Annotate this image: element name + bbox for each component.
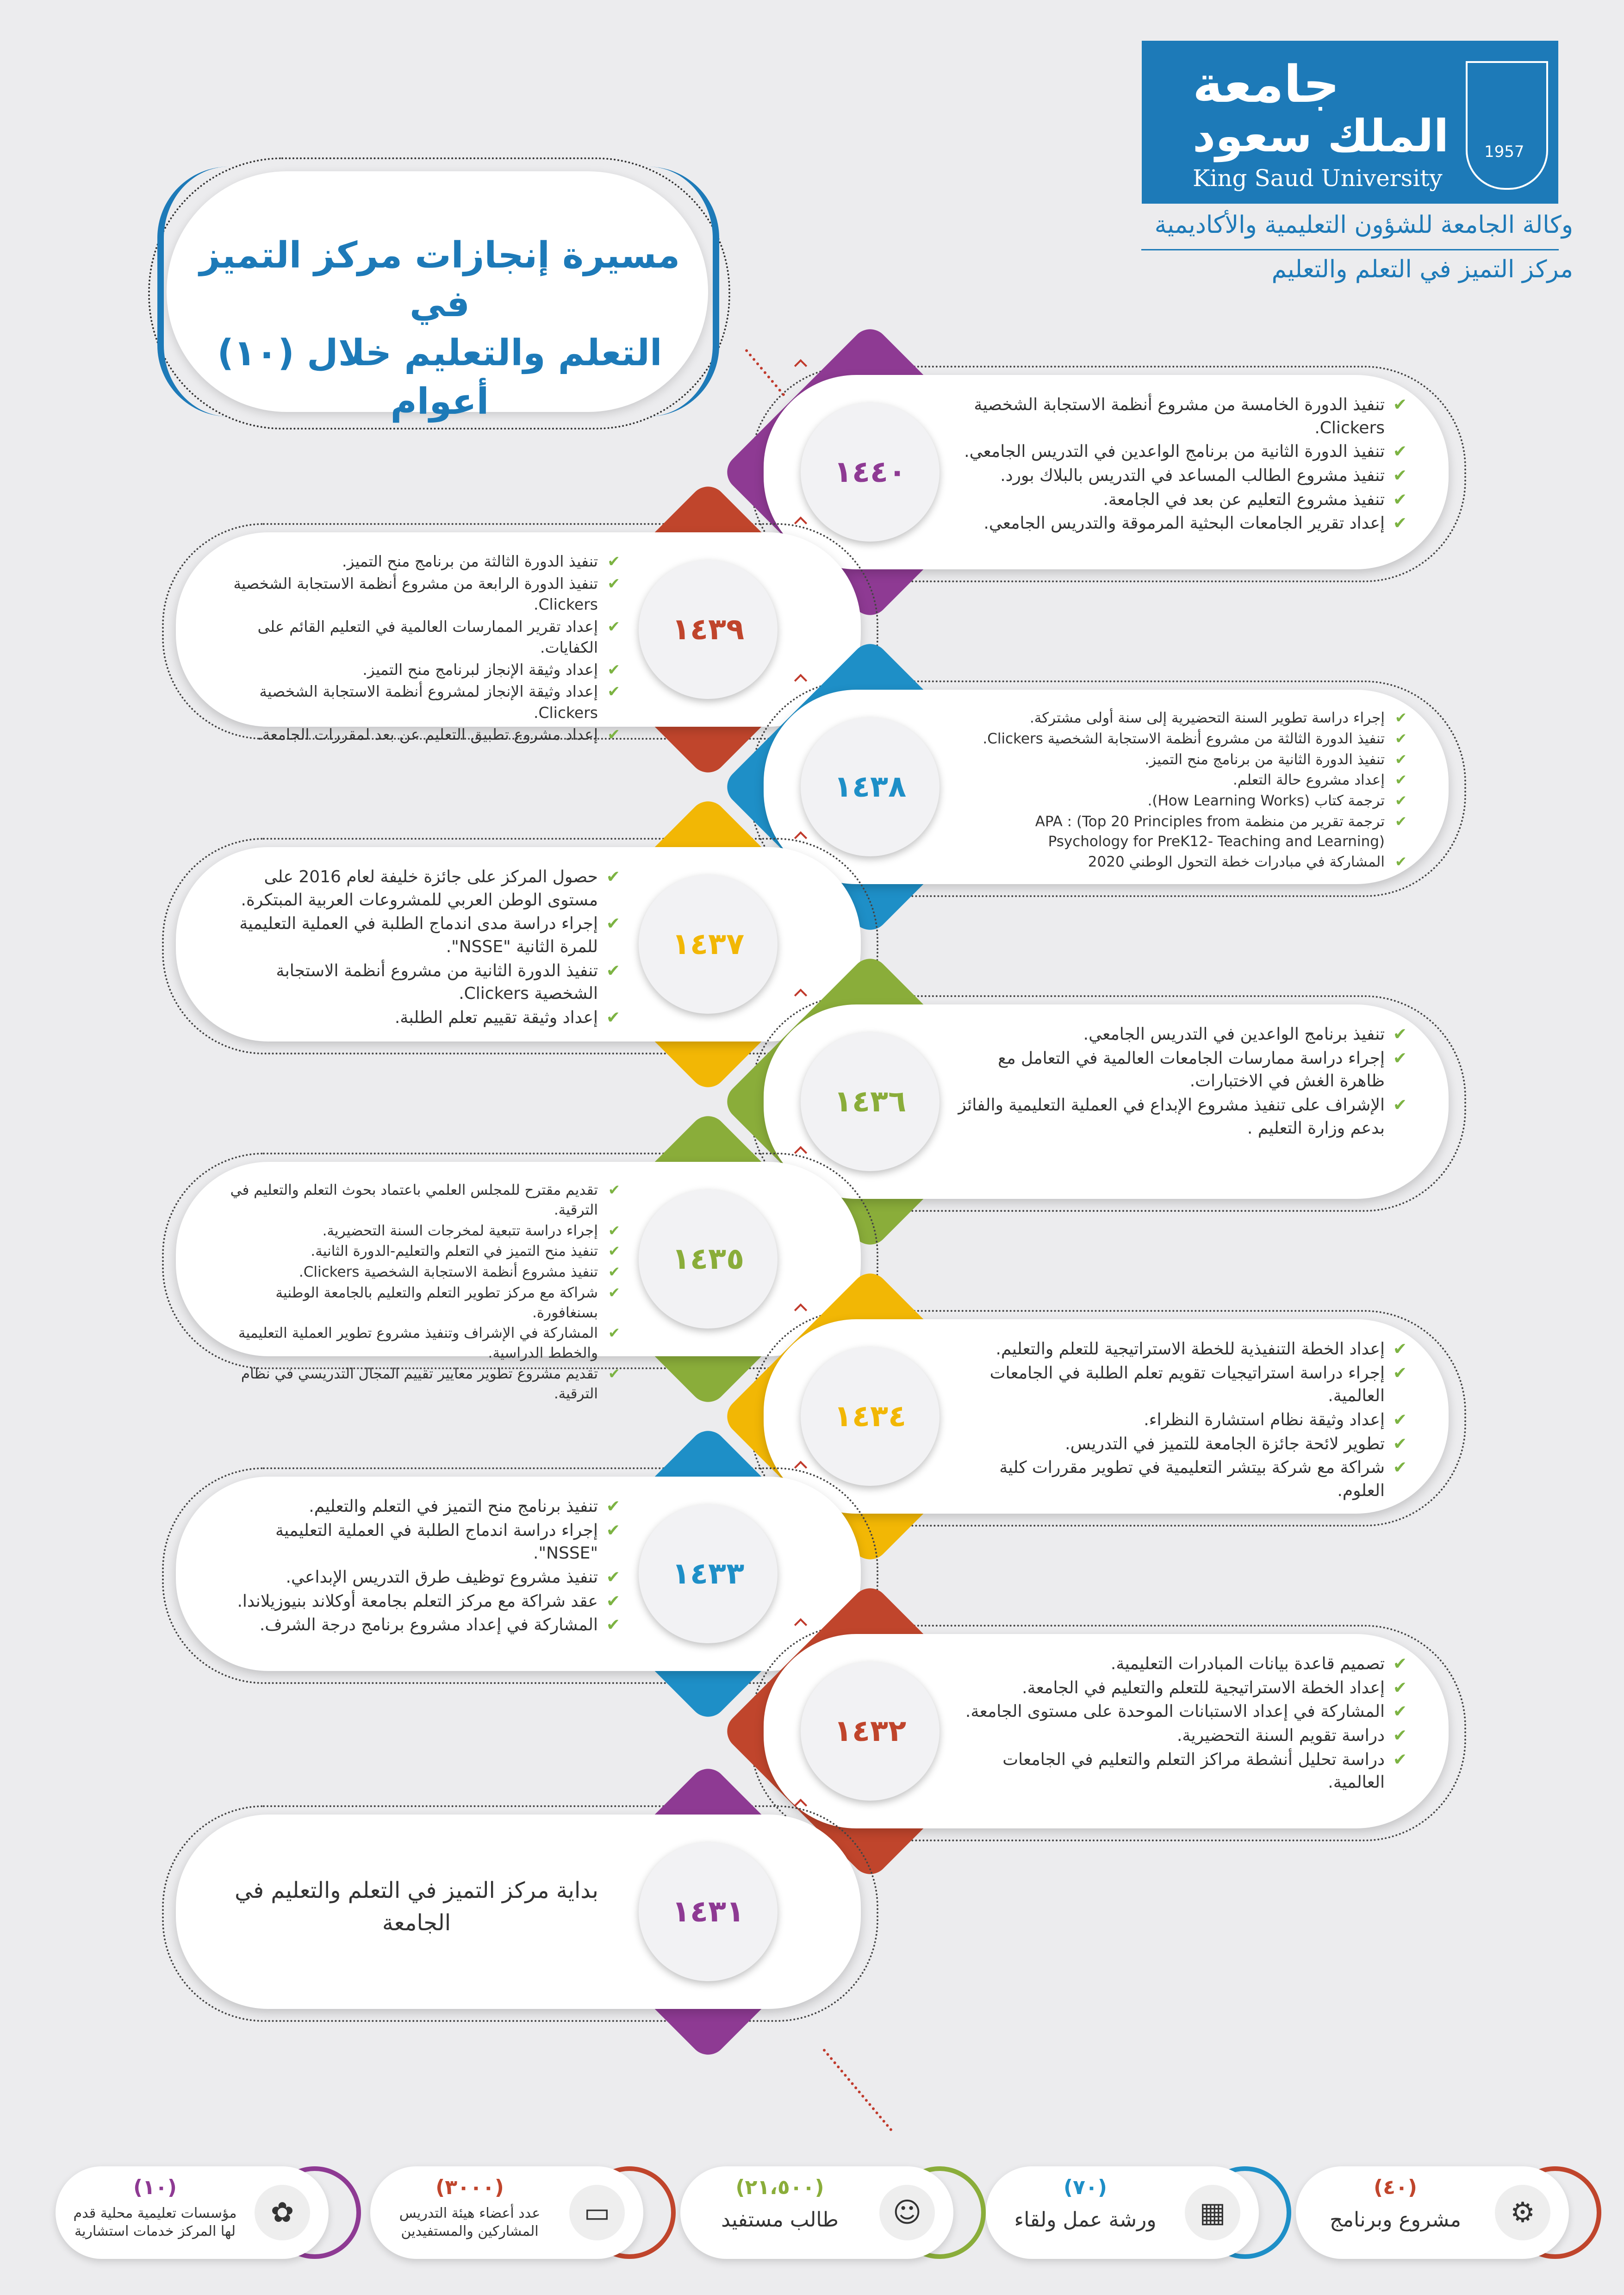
check-icon: ✔: [1393, 1750, 1407, 1769]
check-icon: ✔: [607, 725, 620, 744]
hand-gears-icon: ✿: [255, 2185, 310, 2240]
achievement-text: إجراء دراسة تطوير السنة التحضيرية إلى سنة أولى مشتركة.: [1029, 710, 1385, 726]
achievement-item: [218, 960, 620, 1005]
achievement-text: إعداد وثيقة نظام استشارة النظراء.: [1144, 1410, 1385, 1430]
check-icon: ✔: [608, 1264, 620, 1281]
logo-arabic-line1: جامعة: [1193, 55, 1340, 114]
year-badge: ١٤٣٩: [639, 560, 778, 699]
achievement-list: [218, 1180, 620, 1404]
achievement-item: [958, 1677, 1407, 1700]
achievement-text: تطوير لائحة جائزة الجامعة للتميز في التدريس.: [1065, 1434, 1385, 1453]
year-badge: ١٤٣٨: [801, 717, 940, 856]
achievement-item: [958, 750, 1407, 770]
achievement-text: تقديم مشروع تطوير معايير تقييم المجال التدريسي في نظام الترقية.: [241, 1365, 598, 1402]
achievement-list: [218, 1495, 620, 1638]
achievement-item: [958, 1456, 1407, 1502]
year-badge: ١٤٣١: [639, 1842, 778, 1981]
check-icon: ✔: [1393, 1654, 1407, 1673]
achievement-text: إعداد الخطة التنفيذية للخطة الاستراتيجية للتعلم والتعليم.: [996, 1340, 1385, 1359]
achievement-item: [218, 681, 620, 723]
achievement-item: [218, 1283, 620, 1323]
achievement-text: تنفيذ الدورة الخامسة من مشروع أنظمة الاستجابة الشخصية Clickers.: [974, 395, 1385, 437]
achievement-item: [958, 1724, 1407, 1747]
stat-number: (٤٠): [1374, 2176, 1417, 2199]
achievement-text: إجراء دراسة تتبعية لمخرجات السنة التحضيرية.: [322, 1222, 598, 1239]
title-line2: التعلم والتعليم خلال (١٠) أعوام: [217, 332, 662, 423]
stat-number: (٧٠): [1064, 2176, 1107, 2199]
achievement-item: [218, 1006, 620, 1029]
check-icon: ✔: [1393, 490, 1407, 509]
achievement-text: تنفيذ مشروع التعليم عن بعد في الجامعة.: [1103, 490, 1385, 509]
check-icon: ✔: [1395, 813, 1407, 830]
presentation-icon: ▦: [1185, 2185, 1240, 2240]
achievement-text: إجراء دراسة استراتيجيات تقويم تعلم الطلبة في الجامعات العالمية.: [989, 1363, 1385, 1406]
achievement-text: إعداد وثيقة الإنجاز لبرنامج منح التميز.: [362, 660, 598, 679]
achievement-item: [218, 1566, 620, 1589]
check-icon: ✔: [1393, 1363, 1407, 1383]
check-icon: ✔: [1393, 1702, 1407, 1721]
achievement-item: [958, 1409, 1407, 1432]
achievement-item: [958, 488, 1407, 511]
achievement-text: الإشراف على تنفيذ مشروع الإبداع في العملية التعليمية والفائز بدعم وزارة التعليم .: [958, 1096, 1385, 1138]
achievement-text: شراكة مع شركة بيتشر التعليمية في تطوير مقررات كلية العلوم.: [999, 1458, 1385, 1501]
achievement-text: دراسة تحليل أنشطة مراكز التعلم والتعليم في الجامعات العالمية.: [1002, 1750, 1385, 1792]
achievement-text: إجراء دراسة مدى اندماج الطلبة في العملية التعليمية للمرة الثانية "NSSE".: [239, 914, 598, 957]
achievement-item: [218, 1221, 620, 1241]
achievement-item: [958, 1362, 1407, 1408]
stat-label: مشروع وبرنامج: [1330, 2208, 1461, 2232]
achievement-item: [958, 1338, 1407, 1361]
achievement-text: إعداد تقرير الممارسات العالمية في التعليم القائم على الكفايات.: [257, 617, 598, 657]
achievement-item: [218, 573, 620, 615]
year-badge: ١٤٣٤: [801, 1347, 940, 1486]
check-icon: ✔: [606, 1615, 620, 1635]
achievement-item: [958, 1748, 1407, 1794]
check-icon: ✔: [606, 1591, 620, 1611]
check-icon: ✔: [606, 1497, 620, 1516]
start-connector-line: [822, 2048, 893, 2132]
achievement-item: [958, 729, 1407, 749]
check-icon: ✔: [1393, 1410, 1407, 1430]
check-icon: ✔: [1395, 751, 1407, 768]
achievement-text: تنفيذ الدورة الثالثة من مشروع أنظمة الاستجابة الشخصية Clickers.: [983, 730, 1385, 747]
gears-icon: ⚙: [1495, 2185, 1550, 2240]
achievement-item: [958, 1700, 1407, 1723]
university-logo: [1142, 41, 1558, 204]
achievement-text: تنفيذ الدورة الثالثة من برنامج منح التميز.: [342, 552, 598, 570]
logo-arabic-line2: الملك سعود: [1193, 110, 1449, 162]
achievement-text: إعداد وثيقة الإنجاز لمشروع أنظمة الاستجابة الشخصية Clickers.: [259, 682, 598, 722]
achievement-item: [958, 440, 1407, 463]
check-icon: ✔: [1395, 854, 1407, 871]
stat-label: طالب مستفيد: [721, 2208, 839, 2232]
check-icon: ✔: [606, 914, 620, 934]
check-icon: ✔: [606, 867, 620, 886]
connector-arrow-icon: [794, 359, 807, 372]
check-icon: ✔: [606, 1008, 620, 1028]
achievement-item: [218, 1495, 620, 1518]
check-icon: ✔: [606, 961, 620, 980]
page-title: [194, 231, 685, 426]
check-icon: ✔: [608, 1243, 620, 1260]
title-line1: مسيرة إنجازات مركز التميز في: [199, 235, 680, 325]
stat-number: (١٠): [133, 2176, 177, 2199]
achievement-text: تنفيذ منح التميز في التعلم والتعليم-الدورة الثانية.: [311, 1243, 598, 1260]
achievement-item: [958, 1653, 1407, 1676]
check-icon: ✔: [1395, 792, 1407, 810]
achievement-item: [958, 464, 1407, 487]
center-name: مركز التميز في التعلم والتعليم: [1271, 256, 1573, 283]
check-icon: ✔: [608, 1182, 620, 1198]
check-icon: ✔: [1395, 772, 1407, 789]
stat-label: ورشة عمل ولقاء: [1014, 2208, 1157, 2232]
check-icon: ✔: [607, 552, 620, 570]
achievement-text: إجراء دراسة ممارسات الجامعات العالمية في التعامل مع ظاهرة الغش في الاختبارات.: [998, 1048, 1385, 1091]
achievement-item: [218, 1519, 620, 1565]
achievement-item: [218, 1364, 620, 1404]
check-icon: ✔: [1395, 710, 1407, 726]
achievement-item: [958, 1094, 1407, 1140]
year-badge: ١٤٤٠: [801, 403, 940, 542]
achievement-item: [958, 770, 1407, 790]
achievement-list: [958, 1023, 1407, 1141]
achievement-text: تنفيذ مشروع أنظمة الاستجابة الشخصية Clickers.: [299, 1264, 598, 1281]
achievement-text: المشاركة في مبادرات خطة التحول الوطني 2020: [1088, 854, 1385, 871]
achievement-item: [218, 1180, 620, 1220]
achievement-item: [218, 724, 620, 745]
achievement-item: [218, 1262, 620, 1282]
check-icon: ✔: [607, 660, 620, 679]
achievement-list: [958, 708, 1407, 873]
achievement-text: عقد شراكة مع مركز التعلم بجامعة أوكلاند بنيوزيلاندا.: [237, 1591, 598, 1611]
achievement-item: [958, 1023, 1407, 1046]
logo-year: 1957: [1484, 143, 1524, 161]
check-icon: ✔: [606, 1568, 620, 1587]
title-connector-line: [745, 349, 785, 396]
stat-label: مؤسسات تعليمية محلية قدم لها المركز خدمات استشارية: [73, 2205, 237, 2239]
logo-english: King Saud University: [1193, 165, 1443, 192]
achievement-text: إعداد مشروع تطبيق التعليم عن بعد لمقررات الجامعة.: [257, 725, 598, 744]
achievement-item: [958, 812, 1407, 852]
achievement-text: المشاركة في الإشراف وتنفيذ مشروع تطوير العملية التعليمية والخطط الدراسية.: [238, 1325, 598, 1362]
achievement-text: تنفيذ مشروع الطالب المساعد في التدريس بالبلاك بورد.: [1000, 466, 1385, 486]
header-divider: [1141, 249, 1559, 250]
department-name: وكالة الجامعة للشؤون التعليمية والأكاديمية: [1154, 211, 1573, 239]
achievement-item: [218, 1241, 620, 1261]
achievement-text: إعداد تقرير الجامعات البحثية المرموقة والتدريس الجامعي.: [983, 514, 1385, 533]
stat-number: (٢١،٥٠٠): [735, 2176, 824, 2199]
check-icon: ✔: [1393, 514, 1407, 533]
achievement-list: [218, 551, 620, 746]
achievement-text: حصول المركز على جائزة خليفة لعام 2016 على مستوى الوطن العربي للمشروعات العربية المبتكرة.: [241, 867, 598, 910]
stat-number: (٣٠٠٠): [436, 2176, 504, 2199]
achievement-item: [218, 1323, 620, 1363]
achievement-text: تقديم مقترح للمجلس العلمي باعتماد بحوث التعلم والتعليم في الترقية.: [230, 1182, 598, 1218]
year-badge: ١٤٣٣: [639, 1504, 778, 1643]
year-badge: ١٤٣٦: [801, 1032, 940, 1171]
achievement-text: تنفيذ برنامج الواعدين في التدريس الجامعي.: [1083, 1025, 1385, 1044]
stat-label: عدد أعضاء هيئة التدريس المشاركين والمستفيدين: [399, 2205, 541, 2239]
check-icon: ✔: [1393, 1048, 1407, 1068]
achievement-text: تنفيذ الدورة الثانية من برنامج الواعدين في التدريس الجامعي.: [964, 442, 1385, 461]
achievement-item: [958, 1047, 1407, 1093]
achievement-text: تصميم قاعدة بيانات المبادرات التعليمية.: [1110, 1654, 1385, 1673]
achievement-item: [958, 791, 1407, 811]
achievement-text: إعداد وثيقة تقييم تعلم الطلبة.: [394, 1008, 598, 1028]
achievement-item: [958, 852, 1407, 872]
year-badge: ١٤٣٧: [639, 875, 778, 1014]
founding-text: بداية مركز التميز في التعلم والتعليم في الجامعة: [235, 1877, 598, 1936]
check-icon: ✔: [608, 1222, 620, 1239]
achievement-item: [958, 512, 1407, 535]
check-icon: ✔: [1393, 1096, 1407, 1115]
achievement-text: إعداد الخطة الاستراتيجية للتعلم والتعليم في الجامعة.: [1022, 1678, 1385, 1697]
check-icon: ✔: [1393, 1458, 1407, 1478]
check-icon: ✔: [608, 1284, 620, 1301]
achievement-text: تنفيذ مشروع توظيف طرق التدريس الإبداعي.: [286, 1568, 598, 1587]
check-icon: ✔: [1393, 1726, 1407, 1746]
achievement-item: [218, 616, 620, 658]
achievement-text: إجراء دراسة اندماج الطلبة في العملية التعليمية "NSSE".: [275, 1521, 598, 1563]
check-icon: ✔: [1393, 1678, 1407, 1697]
achievement-item: [958, 393, 1407, 439]
achievement-text: شراكة مع مركز تطوير التعلم والتعليم بالجامعة الوطنية بسنغافورة.: [275, 1284, 598, 1321]
check-icon: ✔: [608, 1325, 620, 1342]
check-icon: ✔: [607, 617, 620, 636]
achievement-item: [218, 1614, 620, 1637]
check-icon: ✔: [1395, 730, 1407, 747]
check-icon: ✔: [1393, 395, 1407, 414]
achievement-item: [218, 551, 620, 572]
year-badge: ١٤٣٢: [801, 1662, 940, 1801]
achievement-list: [958, 1653, 1407, 1795]
achievement-list: [218, 866, 620, 1030]
achievement-text: ترجمة كتاب (How Learning Works).: [1147, 792, 1385, 810]
achievement-list: [958, 1338, 1407, 1503]
check-icon: ✔: [1393, 1434, 1407, 1453]
check-icon: ✔: [608, 1365, 620, 1382]
graduate-icon: ☺: [879, 2185, 935, 2240]
check-icon: ✔: [606, 1521, 620, 1540]
achievement-item: [958, 1433, 1407, 1456]
achievement-text: المشاركة في إعداد مشروع برنامج درجة الشرف.: [259, 1615, 598, 1635]
achievement-text: تنفيذ الدورة الرابعة من مشروع أنظمة الاستجابة الشخصية Clickers.: [233, 574, 598, 614]
check-icon: ✔: [1393, 1025, 1407, 1044]
achievement-text: دراسة تقويم السنة التحضيرية.: [1176, 1726, 1385, 1746]
id-card-icon: ▭: [569, 2185, 625, 2240]
achievement-text: تنفيذ الدورة الثانية من مشروع أنظمة الاستجابة الشخصية Clickers.: [276, 961, 598, 1004]
year-badge: ١٤٣٥: [639, 1190, 778, 1328]
achievement-item: [218, 912, 620, 958]
shield-icon: [1466, 61, 1548, 190]
achievement-list: [958, 393, 1407, 536]
achievement-text: ترجمة تقرير من منظمة APA : (Top 20 Principles from Psychology for PreK12- Teaching and Learning): [1035, 813, 1385, 850]
achievement-text: إعداد مشروع حالة التعلم.: [1233, 772, 1385, 789]
achievement-text: تنفيذ برنامج منح التميز في التعلم والتعليم.: [309, 1497, 598, 1516]
check-icon: ✔: [607, 574, 620, 592]
achievement-item: [218, 659, 620, 680]
check-icon: ✔: [1393, 1340, 1407, 1359]
check-icon: ✔: [1393, 442, 1407, 461]
achievement-text: تنفيذ الدورة الثانية من برنامج منح التميز.: [1145, 751, 1385, 768]
achievement-item: [218, 1590, 620, 1613]
achievement-text: المشاركة في إعداد الاستبانات الموحدة على مستوى الجامعة.: [965, 1702, 1385, 1721]
achievement-item: [218, 866, 620, 911]
check-icon: ✔: [607, 682, 620, 701]
check-icon: ✔: [1393, 466, 1407, 486]
achievement-item: [958, 708, 1407, 728]
